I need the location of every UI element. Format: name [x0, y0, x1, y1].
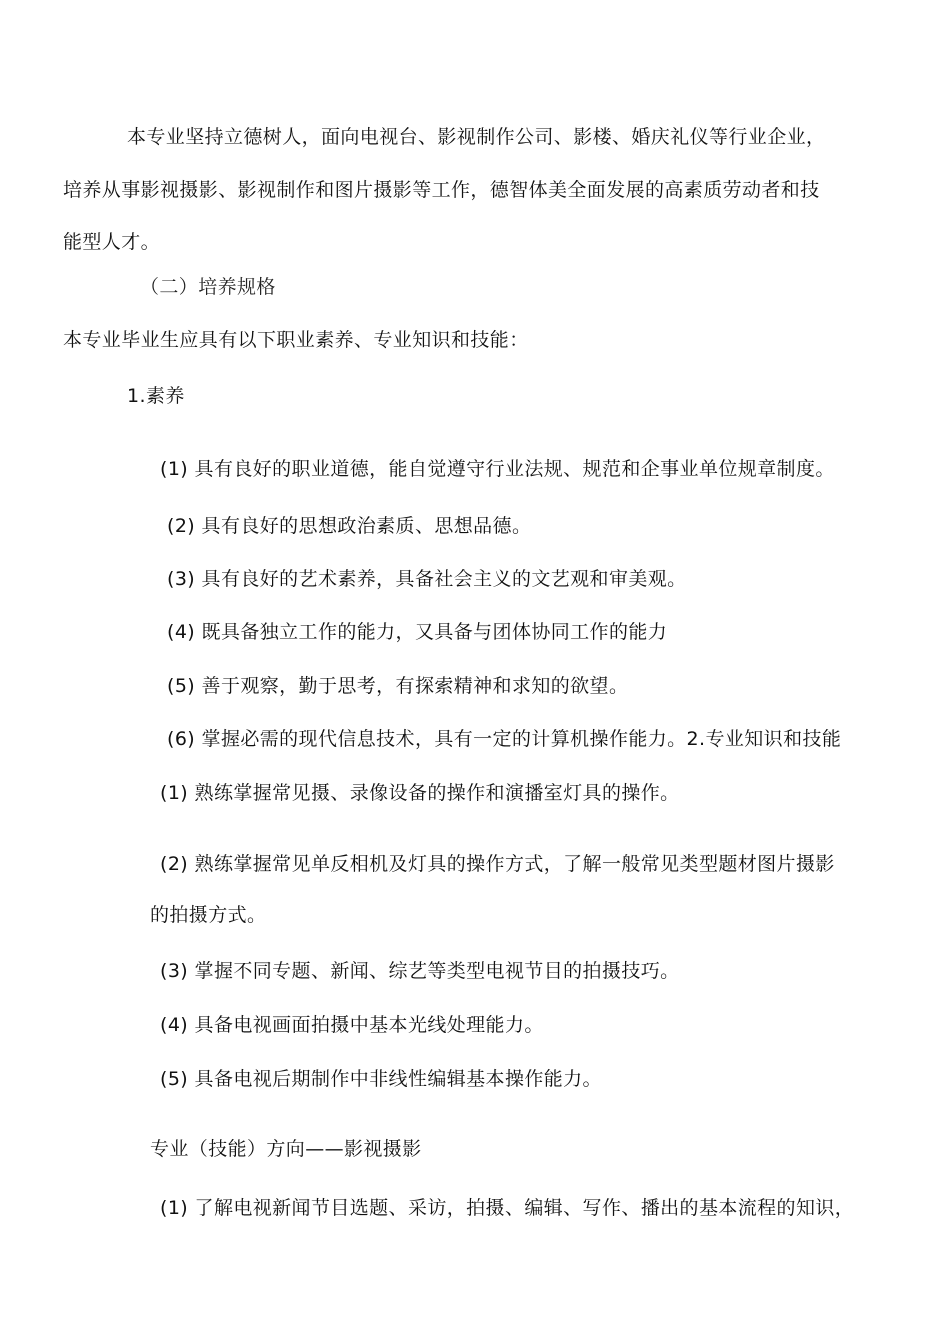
- section-heading: （二）培养规格: [140, 276, 276, 298]
- skills-item-3: (3) 掌握不同专题、新闻、综艺等类型电视节目的拍摄技巧。: [160, 960, 680, 982]
- skills-item-2: (2) 熟练掌握常见单反相机及灯具的操作方式，了解一般常见类型题材图片摄影: [160, 853, 835, 875]
- quality-item-1: (1) 具有良好的职业道德，能自觉遵守行业法规、规范和企事业单位规章制度。: [160, 458, 835, 480]
- quality-item-6: (6) 掌握必需的现代信息技术，具有一定的计算机操作能力。2.专业知识和技能: [167, 728, 842, 750]
- quality-item-5: (5) 善于观察，勤于思考，有探索精神和求知的欲望。: [167, 675, 629, 697]
- intro-paragraph-line-2: 培养从事影视摄影、影视制作和图片摄影等工作，德智体美全面发展的高素质劳动者和技: [63, 179, 820, 201]
- section-lead: 本专业毕业生应具有以下职业素养、专业知识和技能：: [63, 329, 529, 351]
- quality-item-4: (4) 既具备独立工作的能力，又具备与团体协同工作的能力: [167, 621, 668, 643]
- quality-item-3: (3) 具有良好的艺术素养，具备社会主义的文艺观和审美观。: [167, 568, 687, 590]
- skills-item-2-continued: 的拍摄方式。: [150, 904, 267, 926]
- quality-heading: 1.素养: [127, 385, 185, 407]
- intro-paragraph-line-1: 本专业坚持立德树人，面向电视台、影视制作公司、影楼、婚庆礼仪等行业企业，: [127, 126, 826, 148]
- skills-item-5: (5) 具备电视后期制作中非线性编辑基本操作能力。: [160, 1068, 602, 1090]
- intro-paragraph-line-3: 能型人才。: [63, 231, 161, 253]
- quality-item-2: (2) 具有良好的思想政治素质、思想品德。: [167, 515, 532, 537]
- direction-heading: 专业（技能）方向——影视摄影: [150, 1138, 422, 1160]
- skills-item-1: (1) 熟练掌握常见摄、录像设备的操作和演播室灯具的操作。: [160, 782, 680, 804]
- direction-item-1: (1) 了解电视新闻节目选题、采访，拍摄、编辑、写作、播出的基本流程的知识，: [160, 1197, 855, 1219]
- skills-item-4: (4) 具备电视画面拍摄中基本光线处理能力。: [160, 1014, 544, 1036]
